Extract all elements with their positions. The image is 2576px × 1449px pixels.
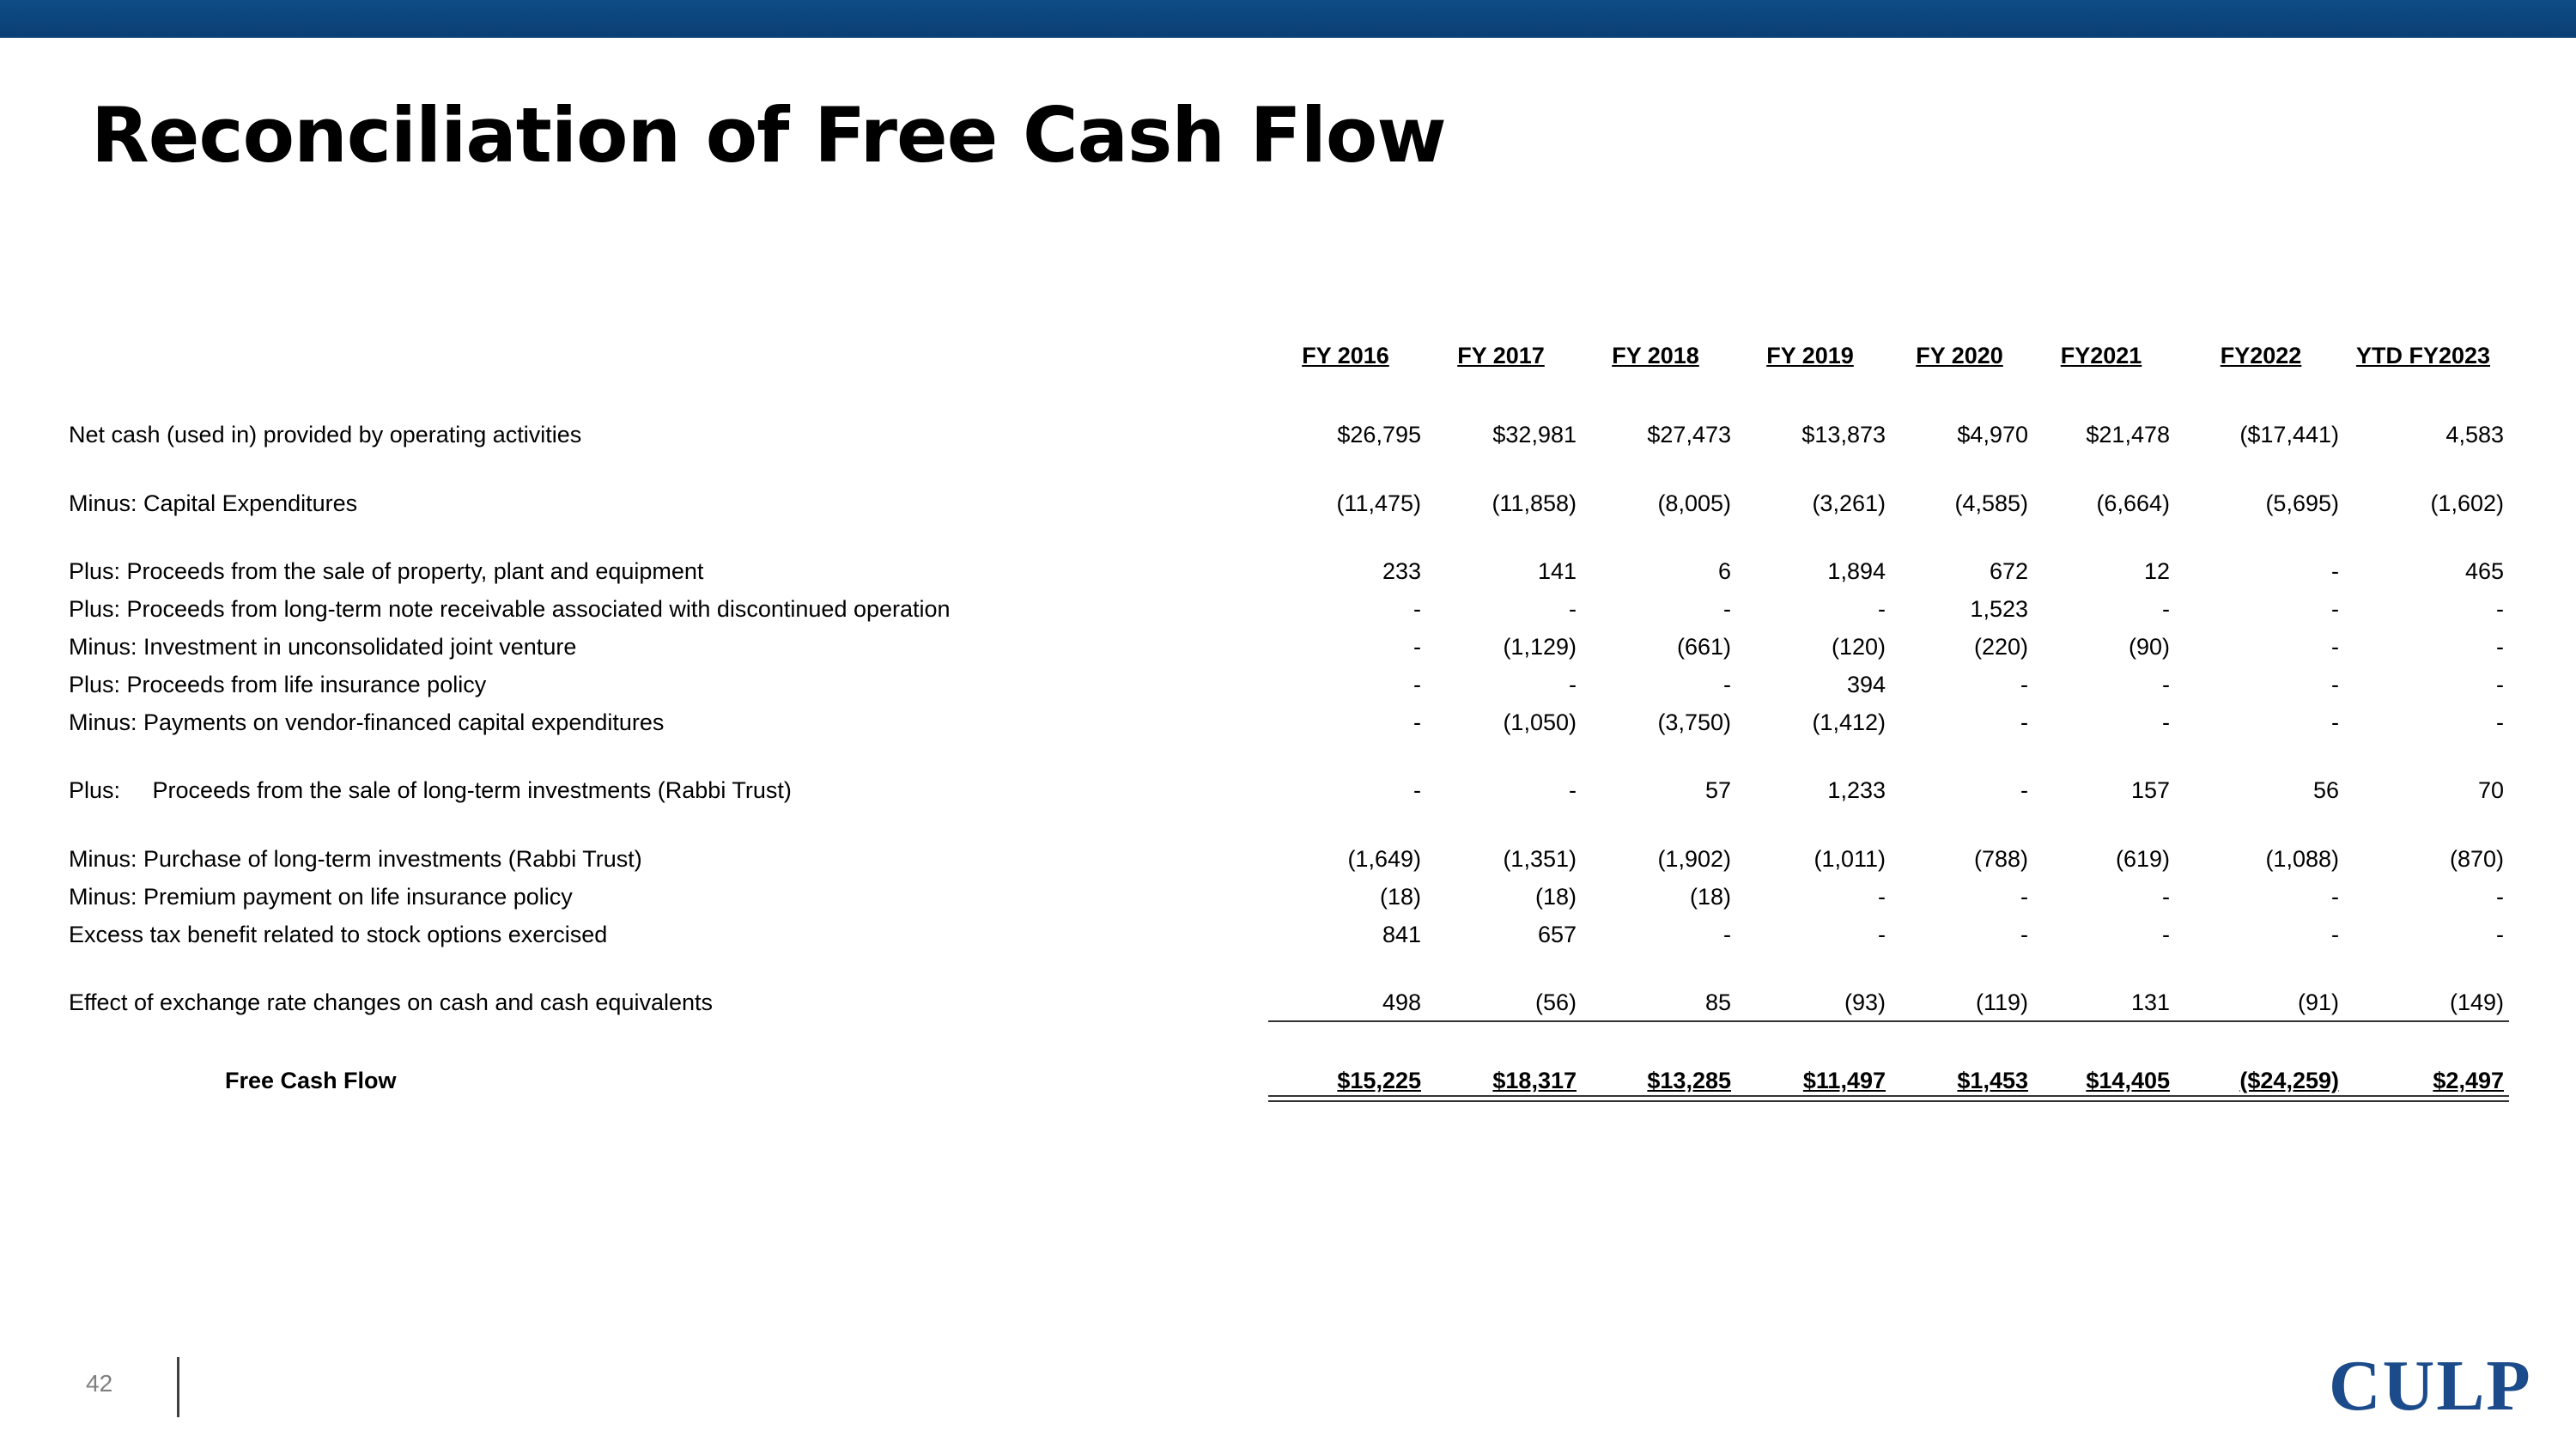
table-cell: (1,351) bbox=[1503, 846, 1577, 872]
total-cell: $11,497 bbox=[1802, 1068, 1886, 1093]
table-cell: (1,649) bbox=[1347, 846, 1421, 872]
table-cell: $21,478 bbox=[2086, 422, 2170, 447]
table-cell: (90) bbox=[2128, 634, 2170, 660]
table-cell: (11,475) bbox=[1336, 490, 1421, 516]
table-cell: 157 bbox=[2130, 777, 2170, 803]
table-cell: 4,583 bbox=[2445, 422, 2504, 447]
total-row-label: Free Cash Flow bbox=[225, 1068, 397, 1093]
column-header: FY 2016 bbox=[1302, 343, 1389, 368]
total-cell: $13,285 bbox=[1647, 1068, 1731, 1093]
table-cell: (1,129) bbox=[1503, 634, 1577, 660]
table-cell: - bbox=[2496, 922, 2504, 947]
row-label: Net cash (used in) provided by operating activities bbox=[69, 422, 582, 447]
table-cell: - bbox=[2331, 884, 2339, 910]
table-cell: - bbox=[1413, 672, 1421, 697]
row-label: Minus: Purchase of long-term investments (Rabbi Trust) bbox=[69, 846, 642, 872]
table-cell: - bbox=[2020, 709, 2028, 735]
table-cell: - bbox=[2331, 558, 2339, 584]
table-cell: - bbox=[1413, 596, 1421, 622]
table-cell: - bbox=[2331, 922, 2339, 947]
table-cell: $13,873 bbox=[1801, 422, 1886, 447]
table-cell: 233 bbox=[1382, 558, 1421, 584]
column-header: FY 2019 bbox=[1766, 343, 1854, 368]
column-header: FY 2018 bbox=[1612, 343, 1699, 368]
table-cell: (1,011) bbox=[1814, 846, 1886, 872]
table-cell: (120) bbox=[1831, 634, 1886, 660]
table-cell: - bbox=[2020, 672, 2028, 697]
table-cell: - bbox=[2496, 709, 2504, 735]
total-cell: ($24,259) bbox=[2239, 1068, 2339, 1093]
table-cell: 394 bbox=[1846, 672, 1886, 697]
row-label: Plus: Proceeds from long-term note receivable associated with discontinued operation bbox=[69, 596, 951, 622]
table-cell: - bbox=[2496, 672, 2504, 697]
table-cell: $32,981 bbox=[1492, 422, 1577, 447]
table-cell: 465 bbox=[2464, 558, 2504, 584]
total-double-rule-bottom bbox=[1268, 1100, 2509, 1102]
row-label: Minus: Investment in unconsolidated joint venture bbox=[69, 634, 577, 660]
table-cell: (788) bbox=[1973, 846, 2028, 872]
table-cell: (18) bbox=[1689, 884, 1731, 910]
table-cell: (4,585) bbox=[1954, 490, 2028, 516]
column-header: YTD FY2023 bbox=[2355, 343, 2491, 368]
table-cell: 70 bbox=[2477, 777, 2504, 803]
total-double-rule-top bbox=[1268, 1095, 2509, 1097]
table-cell: (870) bbox=[2449, 846, 2504, 872]
table-cell: - bbox=[2331, 596, 2339, 622]
table-cell: - bbox=[1413, 709, 1421, 735]
table-cell: (1,088) bbox=[2265, 846, 2339, 872]
table-cell: - bbox=[1569, 672, 1577, 697]
table-cell: - bbox=[1413, 777, 1421, 803]
footer-divider bbox=[177, 1357, 179, 1417]
table-cell: - bbox=[2496, 634, 2504, 660]
table-cell: - bbox=[2162, 922, 2170, 947]
row-label: Minus: Premium payment on life insurance policy bbox=[69, 884, 573, 910]
total-cell: $1,453 bbox=[1957, 1068, 2028, 1093]
table-cell: (91) bbox=[2297, 989, 2339, 1015]
table-cell: - bbox=[2331, 634, 2339, 660]
page-number: 42 bbox=[86, 1370, 113, 1397]
subtotal-rule bbox=[1268, 1020, 2509, 1022]
table-cell: 57 bbox=[1704, 777, 1731, 803]
table-cell: (661) bbox=[1676, 634, 1731, 660]
table-cell: 12 bbox=[2143, 558, 2170, 584]
row-label: Plus: Proceeds from the sale of long-term investments (Rabbi Trust) bbox=[69, 777, 792, 803]
total-cell: $2,497 bbox=[2433, 1068, 2504, 1093]
row-label: Minus: Payments on vendor-financed capital expenditures bbox=[69, 709, 665, 735]
row-label: Minus: Capital Expenditures bbox=[69, 490, 358, 516]
table-cell: - bbox=[2496, 884, 2504, 910]
table-cell: - bbox=[2496, 596, 2504, 622]
row-label: Plus: Proceeds from life insurance policy bbox=[69, 672, 487, 697]
column-header: FY 2020 bbox=[1916, 343, 2003, 368]
table-cell: (1,602) bbox=[2430, 490, 2504, 516]
table-cell: - bbox=[1878, 922, 1886, 947]
table-cell: - bbox=[2020, 777, 2028, 803]
table-cell: 1,523 bbox=[1970, 596, 2028, 622]
table-cell: (8,005) bbox=[1657, 490, 1731, 516]
table-cell: 1,894 bbox=[1827, 558, 1886, 584]
table-cell: 85 bbox=[1704, 989, 1731, 1015]
table-cell: 841 bbox=[1382, 922, 1421, 947]
table-cell: (56) bbox=[1534, 989, 1577, 1015]
table-cell: - bbox=[2162, 709, 2170, 735]
table-cell: ($17,441) bbox=[2239, 422, 2339, 447]
row-label: Plus: Proceeds from the sale of property, plant and equipment bbox=[69, 558, 704, 584]
table-cell: (93) bbox=[1844, 989, 1886, 1015]
row-label: Excess tax benefit related to stock options exercised bbox=[69, 922, 608, 947]
table-cell: - bbox=[1569, 596, 1577, 622]
table-cell: - bbox=[2020, 922, 2028, 947]
table-cell: $27,473 bbox=[1647, 422, 1731, 447]
table-cell: 1,233 bbox=[1827, 777, 1886, 803]
table-cell: 6 bbox=[1717, 558, 1731, 584]
table-cell: (18) bbox=[1379, 884, 1421, 910]
total-cell: $18,317 bbox=[1492, 1068, 1577, 1093]
table-cell: - bbox=[2331, 709, 2339, 735]
table-cell: 131 bbox=[2130, 989, 2170, 1015]
table-cell: (1,902) bbox=[1657, 846, 1731, 872]
table-cell: - bbox=[1413, 634, 1421, 660]
table-cell: - bbox=[2331, 672, 2339, 697]
table-cell: 56 bbox=[2312, 777, 2339, 803]
table-cell: (119) bbox=[1975, 989, 2028, 1015]
table-cell: (1,412) bbox=[1812, 709, 1886, 735]
table-cell: - bbox=[2162, 884, 2170, 910]
table-cell: (5,695) bbox=[2265, 490, 2339, 516]
total-cell: $15,225 bbox=[1337, 1068, 1421, 1093]
table-cell: - bbox=[1723, 596, 1731, 622]
table-cell: - bbox=[2162, 672, 2170, 697]
total-cell: $14,405 bbox=[2086, 1068, 2170, 1093]
table-cell: - bbox=[1569, 777, 1577, 803]
row-label: Effect of exchange rate changes on cash and cash equivalents bbox=[69, 989, 714, 1015]
table-cell: (619) bbox=[2115, 846, 2170, 872]
table-cell: 141 bbox=[1537, 558, 1577, 584]
table-cell: (11,858) bbox=[1492, 490, 1577, 516]
table-cell: (18) bbox=[1534, 884, 1577, 910]
table-cell: 498 bbox=[1382, 989, 1421, 1015]
table-cell: 657 bbox=[1537, 922, 1577, 947]
table-cell: (3,750) bbox=[1657, 709, 1731, 735]
table-cell: $4,970 bbox=[1957, 422, 2028, 447]
table-cell: - bbox=[2020, 884, 2028, 910]
column-header: FY 2017 bbox=[1457, 343, 1545, 368]
table-cell: (3,261) bbox=[1812, 490, 1886, 516]
culp-logo: CULP bbox=[2329, 1346, 2532, 1426]
column-header: FY2022 bbox=[2220, 343, 2302, 368]
table-cell: - bbox=[1878, 884, 1886, 910]
table-cell: (1,050) bbox=[1503, 709, 1577, 735]
table-cell: - bbox=[2162, 596, 2170, 622]
table-cell: (149) bbox=[2449, 989, 2504, 1015]
table-cell: 672 bbox=[1989, 558, 2028, 584]
table-cell: (6,664) bbox=[2096, 490, 2170, 516]
table-cell: (220) bbox=[1973, 634, 2028, 660]
table-cell: - bbox=[1723, 672, 1731, 697]
table-cell: - bbox=[1878, 596, 1886, 622]
page-title: Reconciliation of Free Cash Flow bbox=[91, 91, 1446, 180]
table-cell: $26,795 bbox=[1337, 422, 1421, 447]
table-cell: - bbox=[1723, 922, 1731, 947]
column-header: FY2021 bbox=[2060, 343, 2142, 368]
